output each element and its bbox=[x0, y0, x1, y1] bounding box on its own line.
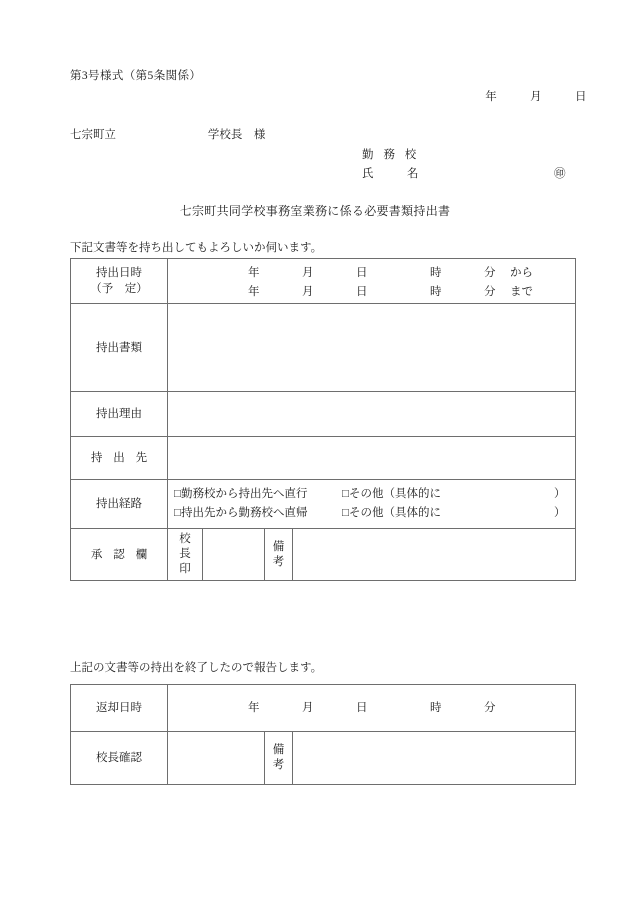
to-year-label: 年 bbox=[248, 286, 260, 298]
applicant-name-row bbox=[362, 165, 566, 184]
return-month-label: 月 bbox=[302, 701, 314, 714]
applicant-school-row bbox=[362, 146, 422, 165]
table-row bbox=[71, 392, 576, 437]
permission-request-table bbox=[70, 258, 576, 581]
return-year-label: 年 bbox=[248, 701, 260, 714]
approval-note-field[interactable] bbox=[293, 529, 576, 581]
header-date-line: 年 月 日 bbox=[485, 88, 575, 104]
addressee-town: 七宗町立 bbox=[70, 129, 116, 141]
route-option-row-return bbox=[172, 504, 575, 523]
form-code: 第3号様式（第5条関係） bbox=[70, 70, 202, 82]
to-tail-label: まで bbox=[510, 286, 533, 298]
takeout-datetime-field[interactable] bbox=[168, 259, 576, 304]
checkbox-direct-return[interactable]: □持出先から勤務校へ直帰 bbox=[174, 507, 308, 519]
return-note-field[interactable] bbox=[293, 732, 576, 785]
row-label-takeout-destination: 持 出 先 bbox=[71, 437, 168, 480]
row-label-takeout-route: 持出経路 bbox=[71, 480, 168, 529]
row-label-principal-confirmation: 校長確認 bbox=[71, 732, 168, 785]
takeout-datetime-from-row bbox=[168, 264, 575, 283]
seal-label-char-1: 校 bbox=[179, 533, 191, 545]
header-date-year: 年 bbox=[485, 91, 497, 103]
return-day-label: 日 bbox=[356, 701, 368, 714]
page-title: 七宗町共同学校事務室業務に係る必要書類持出書 bbox=[179, 204, 451, 218]
principal-confirmation-field[interactable] bbox=[168, 732, 265, 785]
to-day-label: 日 bbox=[356, 286, 368, 298]
to-month-label: 月 bbox=[302, 286, 314, 298]
table-row bbox=[71, 437, 576, 480]
return-report-table bbox=[70, 684, 576, 785]
header-date-month: 月 bbox=[530, 91, 542, 103]
addressee-line bbox=[70, 126, 265, 142]
from-tail-label: から bbox=[510, 267, 533, 279]
takeout-datetime-label-line2: （予 定） bbox=[90, 283, 148, 295]
from-month-label: 月 bbox=[302, 267, 314, 279]
approval-seal-field[interactable] bbox=[203, 529, 265, 581]
return-minute-label: 分 bbox=[484, 701, 496, 714]
note-label-char-2: 考 bbox=[272, 555, 285, 568]
checkbox-other-outbound[interactable]: □その他（具体的に bbox=[342, 488, 441, 500]
to-hour-label: 時 bbox=[430, 286, 442, 298]
return-note-label-char-1: 備 bbox=[272, 744, 285, 756]
table-row bbox=[71, 529, 576, 581]
takeout-reason-field[interactable] bbox=[168, 392, 576, 437]
return-paren-close: ） bbox=[554, 507, 566, 519]
return-datetime-row bbox=[168, 699, 575, 718]
row-label-approval: 承 認 欄 bbox=[71, 529, 168, 581]
takeout-destination-field[interactable] bbox=[168, 437, 576, 480]
return-note-column-label bbox=[265, 732, 293, 785]
approval-note-column-label bbox=[265, 529, 293, 581]
takeout-datetime-label-line1: 持出日時 bbox=[96, 267, 142, 279]
seal-icon: ㊞ bbox=[554, 168, 566, 180]
applicant-name-label: 氏 名 bbox=[362, 168, 422, 180]
report-text: 上記の文書等の持出を終了したので報告します。 bbox=[70, 662, 323, 674]
checkbox-other-return[interactable]: □その他（具体的に bbox=[342, 507, 441, 519]
route-option-row-outbound bbox=[172, 485, 575, 504]
table-row bbox=[71, 259, 576, 304]
from-minute-label: 分 bbox=[484, 267, 496, 279]
return-note-label-char-2: 考 bbox=[272, 759, 285, 771]
table-row bbox=[71, 685, 576, 732]
takeout-datetime-to-row bbox=[168, 283, 575, 302]
applicant-block bbox=[362, 146, 566, 184]
row-label-takeout-reason: 持出理由 bbox=[71, 392, 168, 437]
outbound-paren-close: ） bbox=[554, 488, 566, 500]
seal-label-char-3: 印 bbox=[179, 563, 191, 575]
checkbox-direct-to-destination[interactable]: □勤務校から持出先へ直行 bbox=[174, 488, 308, 500]
return-hour-label: 時 bbox=[430, 701, 442, 714]
from-day-label: 日 bbox=[356, 267, 368, 279]
from-hour-label: 時 bbox=[430, 267, 442, 279]
note-label-char-1: 備 bbox=[272, 540, 285, 553]
row-label-return-datetime: 返却日時 bbox=[71, 685, 168, 732]
from-year-label: 年 bbox=[248, 267, 260, 279]
to-minute-label: 分 bbox=[484, 286, 496, 298]
table-row bbox=[71, 732, 576, 785]
return-datetime-field[interactable] bbox=[168, 685, 576, 732]
addressee-post: 学校長 様 bbox=[207, 129, 266, 141]
seal-label-char-2: 長 bbox=[179, 548, 191, 560]
table-row bbox=[71, 480, 576, 529]
row-label-takeout-datetime bbox=[71, 259, 168, 304]
row-label-takeout-documents: 持出書類 bbox=[71, 304, 168, 392]
approval-seal-column-label bbox=[168, 529, 203, 581]
table-row bbox=[71, 304, 576, 392]
applicant-school-label: 勤 務 校 bbox=[362, 149, 420, 161]
lead-text: 下記文書等を持ち出してもよろしいか伺います。 bbox=[70, 242, 323, 254]
takeout-documents-field[interactable] bbox=[168, 304, 576, 392]
takeout-route-field bbox=[168, 480, 576, 529]
